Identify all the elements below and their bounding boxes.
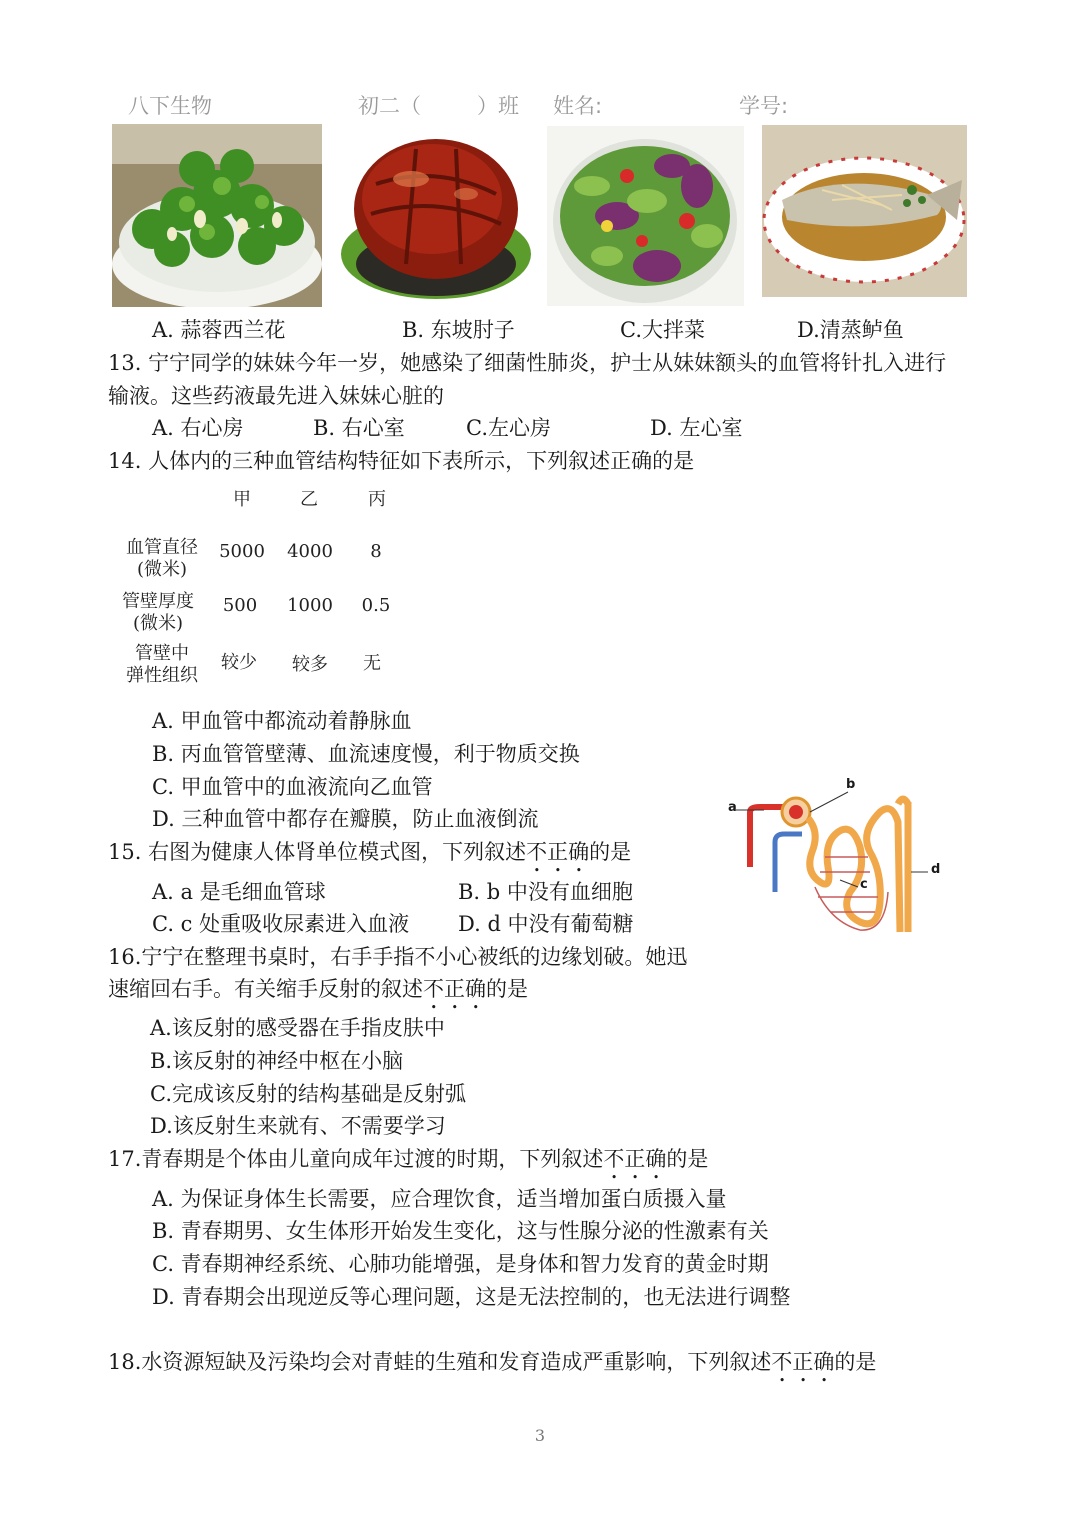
q13-option-c: C.左心房 — [466, 416, 551, 440]
q17-option-d: D. 青春期会出现逆反等心理问题，这是无法控制的，也无法进行调整 — [152, 1285, 791, 1309]
q16-option-b: B.该反射的神经中枢在小脑 — [150, 1049, 404, 1073]
q13-line1: 13. 宁宁同学的妹妹今年一岁，她感染了细菌性肺炎，护士从妹妹额头的血管将针扎入进行 — [108, 351, 947, 375]
q16-line2: 速缩回右手。有关缩手反射的叙述不正确的是 — [108, 977, 528, 1001]
diagram-label-b: b — [846, 777, 856, 792]
q16-line1: 16.宁宁在整理书桌时，右手手指不小心被纸的边缘划破。她迅 — [108, 945, 688, 969]
cell-elastic-jia: 较少 — [221, 652, 257, 673]
q17-option-c: C. 青春期神经系统、心肺功能增强，是身体和智力发育的黄金时期 — [152, 1252, 769, 1276]
header-class-suffix: ）班 — [477, 94, 519, 118]
diagram-label-a: a — [728, 800, 737, 815]
diagram-label-d: d — [931, 862, 941, 877]
header-class-label: 初二（ — [358, 94, 421, 118]
q16-option-c: C.完成该反射的结构基础是反射弧 — [150, 1082, 466, 1106]
cell-thickness-jia: 500 — [222, 595, 258, 616]
row-diameter-label1: 血管直径 — [126, 537, 198, 558]
q14-option-a: A. 甲血管中都流动着静脉血 — [152, 709, 412, 733]
q16-option-a: A.该反射的感受器在手指皮肤中 — [150, 1016, 445, 1040]
q15-stem: 15. 右图为健康人体肾单位模式图，下列叙述不正确的是 — [108, 840, 632, 864]
q15-option-d: D. d 中没有葡萄糖 — [458, 912, 634, 936]
q13-option-d: D. 左心室 — [650, 416, 743, 440]
q14-stem: 14. 人体内的三种血管结构特征如下表所示，下列叙述正确的是 — [108, 449, 695, 473]
header-name-label: 姓名: — [553, 94, 603, 118]
q14-option-b: B. 丙血管管壁薄、血流速度慢，利于物质交换 — [152, 742, 580, 766]
q17-stem: 17.青春期是个体由儿童向成年过渡的时期，下列叙述不正确的是 — [108, 1147, 709, 1171]
q13-option-a: A. 右心房 — [152, 416, 244, 440]
dish-option-a: A. 蒜蓉西兰花 — [152, 318, 286, 342]
q16-emphasis: 不正确 — [423, 977, 486, 1001]
cell-diameter-jia: 5000 — [219, 541, 265, 562]
dish-option-b: B. 东坡肘子 — [402, 318, 515, 342]
cell-elastic-yi: 较多 — [292, 654, 328, 675]
cell-thickness-bing: 0.5 — [361, 595, 391, 616]
row-elastic-label2: 弹性组织 — [126, 665, 198, 686]
q15-option-a: A. a 是毛细血管球 — [152, 880, 326, 904]
cell-thickness-yi: 1000 — [287, 595, 333, 616]
q17-option-a: A. 为保证身体生长需要，应合理饮食，适当增加蛋白质摄入量 — [152, 1187, 727, 1211]
q17-emphasis: 不正确 — [603, 1147, 667, 1171]
page-number: 3 — [534, 1426, 546, 1445]
q18-emphasis: 不正确 — [771, 1350, 835, 1374]
q17-option-b: B. 青春期男、女生体形开始发生变化，这与性腺分泌的性激素有关 — [152, 1219, 769, 1243]
header-id-label: 学号: — [739, 94, 789, 118]
steamed-fish-photo — [762, 125, 967, 297]
q15-option-b: B. b 中没有血细胞 — [458, 880, 633, 904]
table-header-jia: 甲 — [233, 489, 251, 510]
table-header-bing: 丙 — [368, 489, 386, 510]
row-thickness-label2: (微米) — [132, 613, 184, 634]
row-elastic-label1: 管壁中 — [135, 643, 189, 664]
header-subject: 八下生物 — [128, 94, 212, 118]
dish-option-c: C.大拌菜 — [620, 318, 705, 342]
salad-photo — [547, 126, 744, 306]
q14-option-d: D. 三种血管中都存在瓣膜，防止血液倒流 — [152, 807, 539, 831]
broccoli-photo — [112, 124, 322, 307]
cell-diameter-bing: 8 — [370, 541, 382, 562]
q14-option-c: C. 甲血管中的血液流向乙血管 — [152, 775, 433, 799]
q15-option-c: C. c 处重吸收尿素进入血液 — [152, 912, 410, 936]
table-header-yi: 乙 — [300, 489, 318, 510]
q13-line2: 输液。这些药液最先进入妹妹心脏的 — [108, 384, 444, 408]
cell-diameter-yi: 4000 — [287, 541, 333, 562]
q18-stem: 18.水资源短缺及污染均会对青蛙的生殖和发育造成严重影响，下列叙述不正确的是 — [108, 1350, 877, 1374]
row-thickness-label1: 管壁厚度 — [122, 591, 194, 612]
q16-option-d: D.该反射生来就有、不需要学习 — [150, 1114, 446, 1138]
diagram-label-c: c — [860, 877, 868, 892]
cell-elastic-bing: 无 — [363, 653, 381, 674]
dish-option-d: D.清蒸鲈鱼 — [797, 318, 904, 342]
nephron-diagram — [720, 772, 948, 944]
pork-knuckle-photo — [336, 124, 536, 307]
row-diameter-label2: (微米) — [136, 559, 188, 580]
q15-emphasis: 不正确 — [526, 840, 590, 864]
q13-option-b: B. 右心室 — [313, 416, 405, 440]
